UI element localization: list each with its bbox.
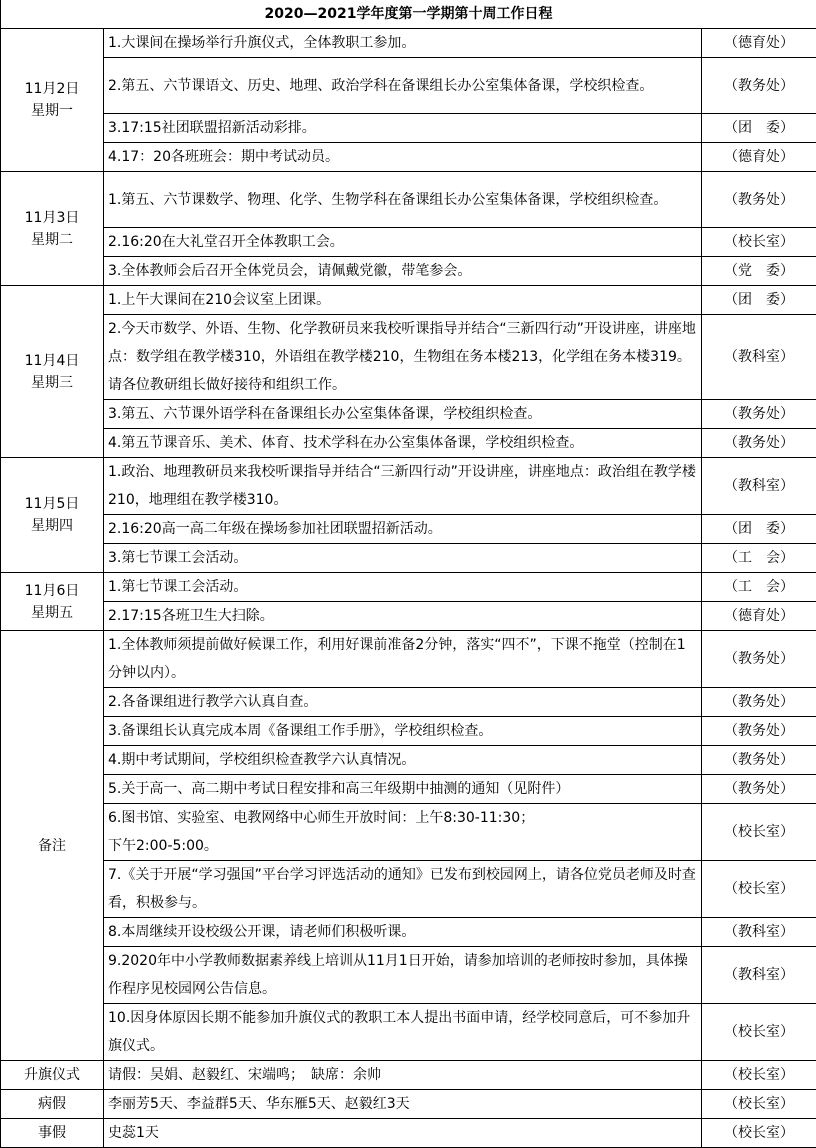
task-dept: （团 委） — [702, 114, 816, 143]
task-text: 1.大课间在操场举行升旗仪式，全体教职工参加。 — [104, 29, 702, 58]
note-text: 8.本周继续开设校级公开课，请老师们积极听课。 — [104, 918, 702, 947]
note-dept: （教务处） — [702, 688, 816, 717]
day-cell-tuesday — [1, 172, 104, 286]
task-text: 2.17:15各班卫生大扫除。 — [104, 602, 702, 631]
note-dept: （教科室） — [702, 947, 816, 1004]
note-text: 10.因身体原因长期不能参加升旗仪式的教职工本人提出书面申请，经学校同意后，可不参加升旗仪式。 — [104, 1004, 702, 1061]
task-dept: （教科室） — [702, 458, 816, 515]
table-row — [1, 1004, 816, 1061]
schedule-title: 2020—2021学年度第一学期第十周工作日程 — [1, 0, 816, 29]
task-text: 1.政治、地理教研员来我校听课指导并结合“三新四行动”开设讲座，讲座地点：政治组在教学楼210，地理组在教学楼310。 — [104, 458, 702, 515]
table-row — [1, 29, 816, 58]
task-text: 2.16:20高一高二年级在操场参加社团联盟招新活动。 — [104, 515, 702, 544]
table-row — [1, 400, 816, 429]
day-cell-thursday — [1, 458, 104, 573]
task-text: 4.第五节课音乐、美术、体育、技术学科在办公室集体备课，学校组织检查。 — [104, 429, 702, 458]
sick-leave-dept: （校长室） — [702, 1090, 816, 1119]
note-dept: （教科室） — [702, 918, 816, 947]
day-date: 11月2日 — [1, 78, 103, 100]
task-dept: （教务处） — [702, 400, 816, 429]
task-text: 4.17：20各班班会：期中考试动员。 — [104, 143, 702, 172]
table-row — [1, 947, 816, 1004]
task-text: 1.第七节课工会活动。 — [104, 573, 702, 602]
flag-ceremony-label: 升旗仪式 — [1, 1061, 104, 1090]
note-text: 9.2020年中小学教师数据素养线上培训从11月1日开始，请参加培训的老师按时参加，具体操作程序见校园网公告信息。 — [104, 947, 702, 1004]
note-text: 7.《关于开展“学习强国”平台学习评选活动的通知》已发布到校园网上，请各位党员老师及时查看，积极参与。 — [104, 861, 702, 918]
note-line: 6.图书馆、实验室、电教网络中心师生开放时间：上午8:30-11:30； — [108, 804, 697, 832]
task-dept: （校长室） — [702, 228, 816, 257]
task-dept: （德育处） — [702, 29, 816, 58]
table-row — [1, 688, 816, 717]
table-row — [1, 257, 816, 286]
note-dept: （教务处） — [702, 631, 816, 688]
sick-leave-label: 病假 — [1, 1090, 104, 1119]
table-row — [1, 143, 816, 172]
day-weekday: 星期五 — [1, 602, 103, 624]
table-row — [1, 1090, 816, 1119]
table-row — [1, 458, 816, 515]
task-dept: （教务处） — [702, 58, 816, 114]
day-date: 11月5日 — [1, 493, 103, 515]
title-row — [1, 0, 816, 29]
task-text: 3.第七节课工会活动。 — [104, 544, 702, 573]
day-weekday: 星期一 — [1, 100, 103, 122]
sick-leave-text: 李丽芳5天、李益群5天、华东雁5天、赵毅红3天 — [104, 1090, 702, 1119]
flag-ceremony-dept: （校长室） — [702, 1061, 816, 1090]
table-row — [1, 746, 816, 775]
task-text: 2.今天市数学、外语、生物、化学教研员来我校听课指导并结合“三新四行动”开设讲座，讲座地点：数学组在教学楼310，外语组在教学楼210，生物组在务本楼213，化学组在务本楼319。请各位教研组长做好接待和组织工作。 — [104, 315, 702, 400]
table-row — [1, 1119, 816, 1148]
note-dept: （校长室） — [702, 861, 816, 918]
task-dept: （工 会） — [702, 544, 816, 573]
note-text: 4.期中考试期间，学校组织检查教学六认真情况。 — [104, 746, 702, 775]
task-dept: （教务处） — [702, 429, 816, 458]
task-text: 1.上午大课间在210会议室上团课。 — [104, 286, 702, 315]
day-date: 11月4日 — [1, 350, 103, 372]
day-cell-monday — [1, 29, 104, 172]
table-row — [1, 228, 816, 257]
notes-label: 备注 — [1, 631, 104, 1061]
task-dept: （教科室） — [702, 315, 816, 400]
note-dept: （校长室） — [702, 804, 816, 861]
day-date: 11月6日 — [1, 580, 103, 602]
note-text: 3.备课组长认真完成本周《备课组工作手册》，学校组织检查。 — [104, 717, 702, 746]
task-dept: （团 委） — [702, 286, 816, 315]
table-row — [1, 804, 816, 861]
table-row — [1, 172, 816, 228]
day-cell-friday — [1, 573, 104, 631]
personal-leave-label: 事假 — [1, 1119, 104, 1148]
task-text: 2.第五、六节课语文、历史、地理、政治学科在备课组长办公室集体备课，学校织检查。 — [104, 58, 702, 114]
day-date: 11月3日 — [1, 207, 103, 229]
table-row — [1, 918, 816, 947]
note-dept: （教务处） — [702, 746, 816, 775]
task-text: 3.17:15社团联盟招新活动彩排。 — [104, 114, 702, 143]
note-dept: （教务处） — [702, 717, 816, 746]
table-row — [1, 515, 816, 544]
task-dept: （团 委） — [702, 515, 816, 544]
table-row — [1, 631, 816, 688]
day-weekday: 星期三 — [1, 372, 103, 394]
note-text: 1.全体教师须提前做好候课工作，利用好课前准备2分钟，落实“四不”，下课不拖堂（控制在1分钟以内）。 — [104, 631, 702, 688]
task-dept: （德育处） — [702, 143, 816, 172]
table-row — [1, 573, 816, 602]
day-weekday: 星期四 — [1, 515, 103, 537]
table-row — [1, 1061, 816, 1090]
task-text: 3.第五、六节课外语学科在备课组长办公室集体备课，学校组织检查。 — [104, 400, 702, 429]
table-row — [1, 717, 816, 746]
note-text: 5.关于高一、高二期中考试日程安排和高三年级期中抽测的通知（见附件） — [104, 775, 702, 804]
table-row — [1, 114, 816, 143]
day-cell-wednesday — [1, 286, 104, 458]
task-text: 1.第五、六节课数学、物理、化学、生物学科在备课组长办公室集体备课，学校组织检查。 — [104, 172, 702, 228]
task-dept: （教务处） — [702, 172, 816, 228]
table-row — [1, 602, 816, 631]
flag-ceremony-text: 请假：吴娟、赵毅红、宋端鸣； 缺席：余帅 — [104, 1061, 702, 1090]
day-weekday: 星期二 — [1, 229, 103, 251]
note-text: 2.各备课组进行教学六认真自查。 — [104, 688, 702, 717]
note-dept: （教务处） — [702, 775, 816, 804]
table-row — [1, 58, 816, 114]
task-dept: （德育处） — [702, 602, 816, 631]
task-dept: （工 会） — [702, 573, 816, 602]
task-text: 2.16:20在大礼堂召开全体教职工会。 — [104, 228, 702, 257]
task-dept: （党 委） — [702, 257, 816, 286]
table-row — [1, 315, 816, 400]
personal-leave-text: 史蕊1天 — [104, 1119, 702, 1148]
table-row — [1, 429, 816, 458]
personal-leave-dept: （校长室） — [702, 1119, 816, 1148]
note-line: 下午2:00-5:00。 — [108, 832, 697, 860]
table-row — [1, 286, 816, 315]
task-text: 3.全体教师会后召开全体党员会，请佩戴党徽，带笔参会。 — [104, 257, 702, 286]
table-row — [1, 775, 816, 804]
table-row — [1, 544, 816, 573]
table-row — [1, 861, 816, 918]
note-dept: （校长室） — [702, 1004, 816, 1061]
note-text — [104, 804, 702, 861]
